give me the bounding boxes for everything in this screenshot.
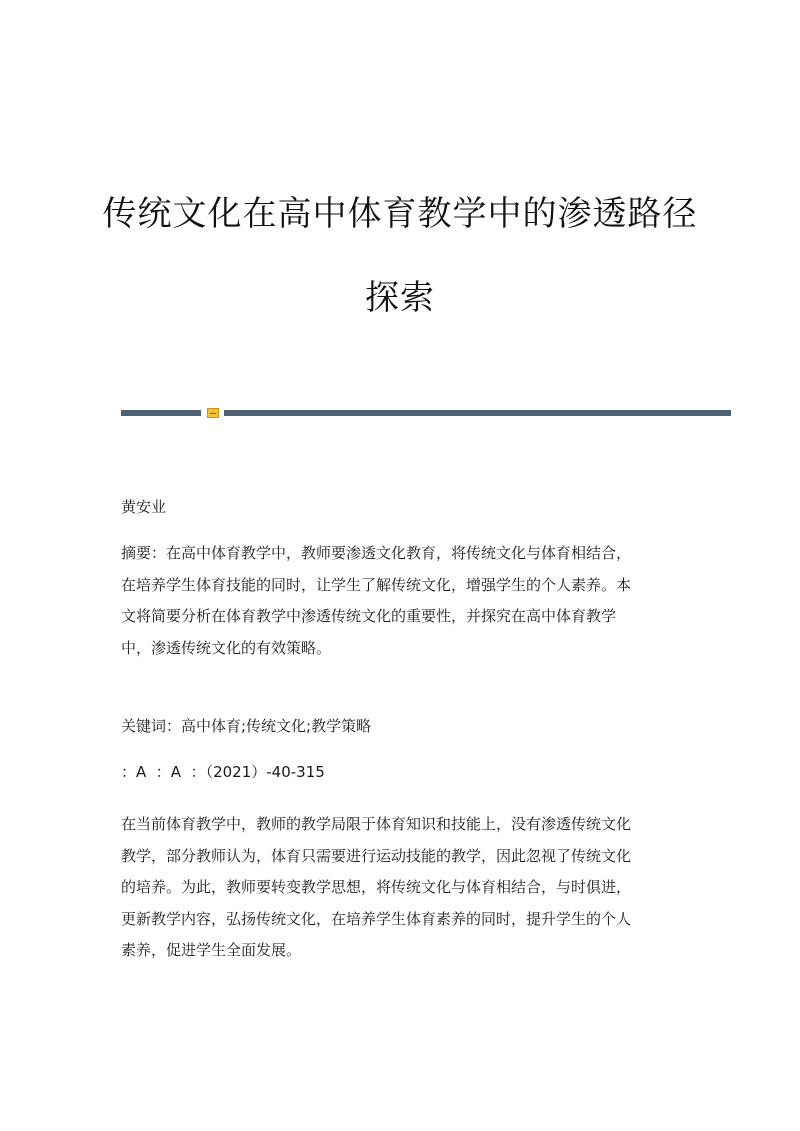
document-badge-icon (207, 408, 219, 418)
classification-line: ：A ：A ：（2021）-40-315 (121, 763, 325, 781)
body-line: 在当前体育教学中，教师的教学局限于体育知识和技能上，没有渗透传统文化 (121, 815, 632, 833)
body-line: 教学，部分教师认为，体育只需要进行运动技能的教学，因此忽视了传统文化 (121, 846, 632, 865)
document-title-line-2: 探索 (365, 278, 435, 318)
author-name: 黄安业 (121, 498, 167, 516)
abstract-line: 在培养学生体育技能的同时，让学生了解传统文化，增强学生的个人素养。本 (121, 575, 632, 594)
body-line: 素养，促进学生全面发展。 (121, 941, 302, 959)
title-divider (121, 408, 731, 417)
body-line: 更新教学内容，弘扬传统文化，在培养学生体育素养的同时，提升学生的个人 (121, 909, 632, 928)
divider-bar-right (224, 410, 731, 416)
divider-bar-left (121, 410, 201, 416)
abstract-line: 文将简要分析在体育教学中渗透传统文化的重要性，并探究在高中体育教学 (121, 607, 617, 625)
keywords: 关键词：高中体育;传统文化;教学策略 (121, 717, 372, 735)
abstract-line: 中，渗透传统文化的有效策略。 (121, 638, 332, 657)
body-paragraph (121, 809, 681, 967)
document-title-line-1: 传统文化在高中体育教学中的渗透路径 (102, 194, 698, 234)
abstract (121, 538, 681, 664)
body-line: 的培养。为此，教师要转变教学思想，将传统文化与体育相结合，与时俱进， (121, 878, 632, 896)
abstract-line: 摘要：在高中体育教学中，教师要渗透文化教育，将传统文化与体育相结合， (121, 544, 632, 562)
